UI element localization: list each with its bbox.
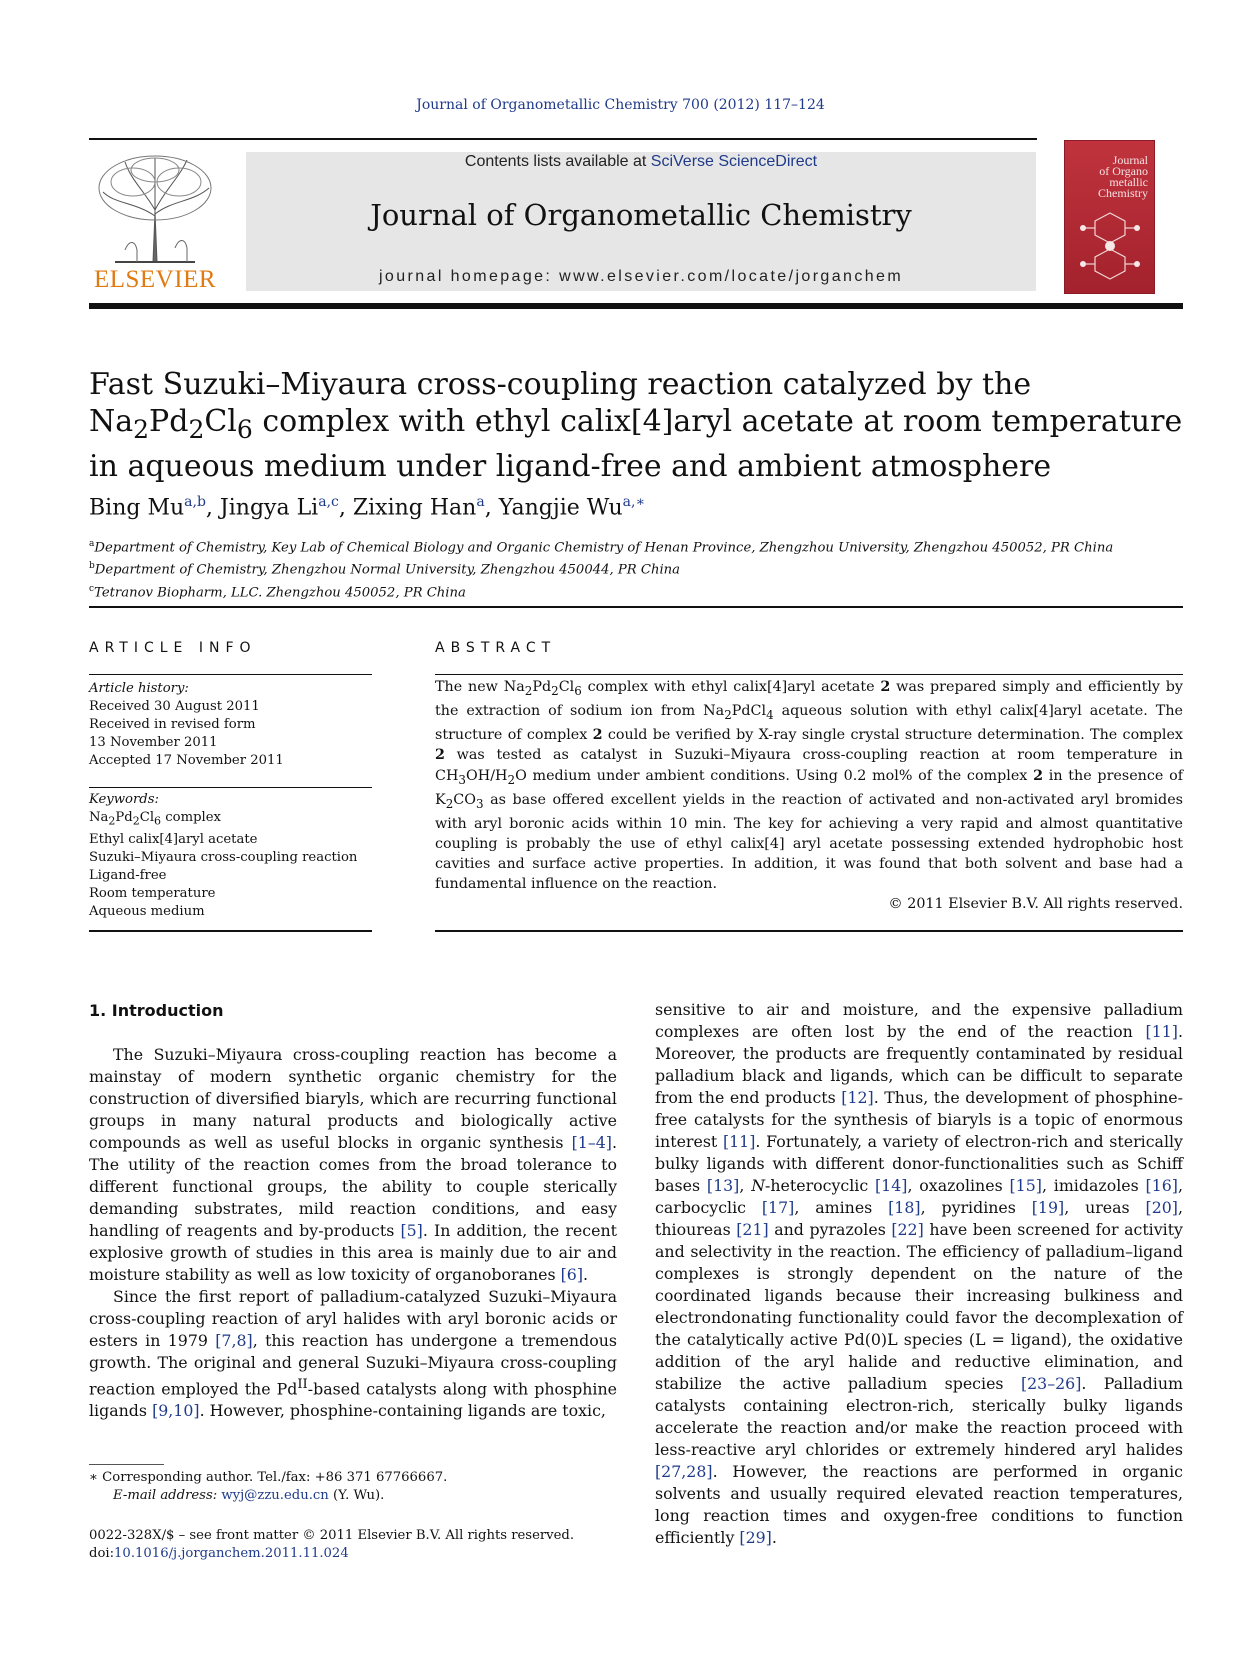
text-run: . Moreover, the products are frequently contaminated by residual palladium black and ligands, which can be difficult to separate from the end products (655, 1022, 1183, 1107)
affiliation (89, 557, 1189, 579)
paragraph (89, 1286, 617, 1422)
text-run: . However, the reactions are performed in organic solvents and usually required elevated reaction temperatures, long reaction times and oxygen-free conditions to function efficiently (655, 1462, 1183, 1547)
paragraph (89, 1044, 617, 1286)
paragraph (655, 999, 1183, 1549)
cover-title (1065, 155, 1154, 199)
footnote-rule (89, 1464, 164, 1465)
abstract-run: PdCl (731, 703, 767, 720)
text-run: , this reaction has undergone a tremendous growth. The original and general Suzuki–Miyaura cross-coupling reaction employed the Pd (89, 1331, 617, 1399)
abstract-run: could be verified by X-ray single crystal structure determination. The complex (602, 727, 1183, 744)
abstract-run: Cl (558, 679, 575, 695)
body-column-right (655, 999, 1183, 1549)
cover-title-line: Journal (1112, 153, 1148, 167)
elsevier-logo[interactable] (89, 150, 221, 296)
keyword: Ligand-free (89, 867, 167, 883)
abstract-subscript: 2 (524, 683, 533, 698)
reference-link[interactable]: [11] (1145, 1022, 1178, 1041)
keyword: Suzuki–Miyaura cross-coupling reaction (89, 849, 358, 865)
section-rule (89, 606, 1183, 608)
reference-link[interactable]: [19] (1031, 1198, 1065, 1217)
italic-text: N (751, 1176, 766, 1195)
article-title (89, 366, 1189, 485)
abstract-rule (435, 930, 1183, 932)
compound-number: 2 (1033, 767, 1044, 784)
text-run: -based catalysts along with phosphine ligands (89, 1379, 617, 1421)
author-affiliation-marker[interactable]: a,c (318, 494, 339, 510)
email-link[interactable]: wyj@zzu.edu.cn (221, 1488, 329, 1503)
reference-link[interactable]: [5] (400, 1221, 423, 1240)
text-run: , oxazolines (907, 1176, 1010, 1195)
keyword-subscript: 2 (108, 814, 116, 828)
reference-link[interactable]: [27,28] (655, 1462, 713, 1481)
history-entry: 13 November 2011 (89, 735, 218, 750)
cover-title-line: of Organo (1099, 164, 1148, 178)
title-text: Fast Suzuki–Miyaura cross-coupling reaction catalyzed by the Na (89, 367, 1032, 439)
text-run: The Suzuki–Miyaura cross-coupling reaction has become a mainstay of modern synthetic organic chemistry for the construction of diversified biaryls, which are recurring functional groups in many natural products and biologically active compounds as well as useful blocks in organic synthesis (89, 1045, 617, 1152)
keyword: Aqueous medium (89, 903, 205, 919)
reference-link[interactable]: [29] (739, 1528, 772, 1547)
text-run: sensitive to air and moisture, and the expensive palladium complexes are often lost by the end of the reaction (655, 1000, 1183, 1041)
footnote-marker: ∗ (89, 1470, 98, 1485)
affiliation (89, 535, 1189, 557)
journal-cover-thumbnail[interactable] (1064, 140, 1155, 294)
author-name[interactable]: Yangjie Wu (498, 495, 623, 521)
reference-link[interactable]: [15] (1009, 1176, 1042, 1195)
text-run: , thioureas (655, 1198, 1183, 1239)
reference-link[interactable]: [20] (1145, 1198, 1178, 1217)
text-run: , pyridines (920, 1198, 1032, 1217)
keywords (89, 791, 372, 921)
contents-line (246, 152, 1036, 171)
reference-link[interactable]: [17] (761, 1198, 795, 1217)
reference-link[interactable]: [18] (888, 1198, 921, 1217)
keyword: Room temperature (89, 885, 216, 901)
abstract-heading: ABSTRACT (435, 640, 557, 656)
text-run: , amines (794, 1198, 889, 1217)
text-run: . However, phosphine-containing ligands are toxic, (199, 1401, 606, 1421)
abstract-run: The new Na (435, 679, 525, 695)
molecule-icon (1075, 203, 1145, 287)
text-run: , imidazoles (1041, 1176, 1146, 1195)
author-name[interactable]: Jingya Li (219, 495, 319, 521)
text-run: . In addition, the recent explosive growth of studies in this area is mainly due to air and moisture stability as well as low toxicity of organoboranes (89, 1221, 617, 1284)
title-subscript: 2 (188, 415, 205, 444)
abstract-copyright: © 2011 Elsevier B.V. All rights reserved. (888, 896, 1183, 913)
reference-link[interactable]: [11] (722, 1132, 756, 1151)
keyword (89, 809, 372, 831)
title-text: Pd (149, 404, 189, 439)
article-info-heading: ARTICLE INFO (89, 640, 257, 656)
author-affiliation-marker[interactable]: a,b (184, 494, 206, 510)
abstract-subscript: 3 (458, 772, 466, 787)
journal-name: Journal of Organometallic Chemistry (370, 198, 912, 232)
abstract-run: in the presence of K (435, 767, 1183, 808)
author-affiliation-marker[interactable]: a (476, 494, 485, 510)
abstract-subscript: 6 (574, 683, 582, 698)
abstract-run: was prepared simply and efficiently by the extraction of sodium ion from Na (435, 679, 1184, 720)
issn-line: 0022-328X/$ – see front matter © 2011 Elsevier B.V. All rights reserved. (89, 1528, 575, 1543)
text-run: . (771, 1528, 777, 1547)
history-entry: Received in revised form (89, 717, 256, 732)
keyword-text: Cl (139, 810, 155, 825)
affiliations (89, 535, 1189, 602)
title-text: Cl (204, 404, 237, 439)
compound-number: 2 (435, 747, 445, 764)
doi-prefix: doi: (89, 1546, 115, 1561)
title-text: complex with ethyl calix[4]aryl acetate at room temperature in aqueous medium under ligand-free and ambient atmosphere (89, 404, 1183, 484)
text-run: , (739, 1176, 752, 1195)
keywords-label: Keywords: (89, 792, 159, 807)
cover-title-line: metallic (1109, 175, 1148, 189)
title-subscript: 6 (236, 415, 253, 444)
abstract-run: was tested as catalyst in Suzuki–Miyaura cross-coupling reaction at room temperature in CH (435, 747, 1183, 784)
compound-number: 2 (880, 679, 891, 695)
affiliation-text: Department of Chemistry, Key Lab of Chemical Biology and Organic Chemistry of Henan Province, Zhengzhou University, Zhengzhou 450052, PR China (94, 540, 1114, 556)
article-history-label: Article history: (89, 681, 189, 696)
text-run: Since the first report of palladium-catalyzed Suzuki–Miyaura cross-coupling reaction of aryl halides with aryl boronic acids or esters in 1979 (89, 1287, 617, 1350)
abstract-run: as base offered excellent yields in the reaction of activated and non-activated aryl bromides with aryl boronic acids within 10 min. The key for achieving a very rapid and almost quantitative coupling is probably the use of ethyl calix[4] aryl acetate possessing extended hydrophobic host cavities and surface active properties. In addition, it was found that both solvent and base had a fundamental influence on the reaction. (435, 791, 1183, 893)
publication-meta (89, 1527, 689, 1563)
text-run: . Thus, the development of phosphine-free catalysts for the synthesis of biaryls is a topic of enormous interest (655, 1088, 1183, 1151)
article-history (89, 680, 372, 770)
footnote-text: Corresponding author. Tel./fax: +86 371 67766667. (97, 1470, 448, 1485)
author-affiliation-marker[interactable]: a,∗ (622, 494, 645, 510)
text-run: , carbocyclic (655, 1176, 1183, 1217)
abstract-subscript: 2 (724, 707, 732, 722)
reference-link[interactable]: [16] (1145, 1176, 1178, 1195)
contents-prefix: Contents lists available at (464, 153, 651, 170)
keyword-subscript: 2 (132, 814, 140, 828)
corresponding-author-footnote (89, 1469, 617, 1505)
keyword-text: Pd (115, 810, 133, 825)
history-entry: Received 30 August 2011 (89, 699, 260, 714)
abstract-subscript: 2 (507, 772, 516, 787)
superscript: II (297, 1377, 308, 1392)
title-subscript: 2 (133, 415, 150, 444)
header-rule (89, 138, 1037, 140)
section-heading-introduction: 1. Introduction (89, 1001, 224, 1020)
reference-link[interactable]: [12] (841, 1088, 874, 1107)
text-run: . Fortunately, a variety of electron-rich and sterically bulky ligands with different donor-functionalities such as Schiff bases (655, 1132, 1183, 1195)
reference-link[interactable]: [21] (736, 1220, 769, 1239)
text-run: . (583, 1265, 589, 1284)
article-info-rule (89, 930, 372, 932)
elsevier-tree-icon (95, 152, 215, 264)
article-info-rule (89, 787, 372, 788)
affiliation-text: Tetranov Biopharm, LLC. Zhengzhou 450052, PR China (94, 585, 466, 601)
text-run: . The utility of the reaction comes from the broad tolerance to different functional groups, the ability to couple sterically demanding substrates, mild reaction conditions, and easy handling of reagents and by-products (89, 1133, 617, 1240)
abstract-subscript: 2 (551, 683, 559, 698)
affiliation-key: b (89, 561, 95, 572)
abstract-rule (435, 674, 1183, 675)
body-column-left (89, 1044, 617, 1422)
compound-number: 2 (592, 727, 603, 744)
reference-link[interactable]: [6] (560, 1265, 584, 1284)
abstract-subscript: 2 (445, 796, 454, 811)
abstract-run: complex with ethyl calix[4]aryl acetate (581, 679, 881, 695)
affiliation-key: c (89, 583, 95, 594)
text-run: -heterocyclic (765, 1176, 876, 1195)
author-list: Bing Mu$^{a,b}$, Jingya Li$^{a,c}$, Zixing Han$^a$, Yangjie $Wu^{a,∗}$ (89, 494, 645, 521)
doi-link[interactable]: 10.1016/j.jorganchem.2011.11.024 (114, 1546, 349, 1561)
abstract-run: O medium under ambient conditions. Using 0.2 mol% of the complex (515, 767, 1034, 784)
abstract-run: OH/H (466, 767, 508, 784)
reference-link[interactable]: [1–4] (571, 1133, 612, 1152)
text-run: and pyrazoles (768, 1220, 892, 1239)
text-run: , ureas (1064, 1198, 1146, 1217)
journal-banner (246, 152, 1036, 291)
email-label: E-mail address: (113, 1488, 222, 1503)
abstract-subscript: 4 (766, 707, 774, 722)
sciencedirect-link[interactable]: SciVerse ScienceDirect (650, 153, 818, 170)
article-info-rule (89, 674, 372, 675)
reference-link[interactable]: [14] (875, 1176, 908, 1195)
keyword: Ethyl calix[4]aryl acetate (89, 831, 258, 847)
elsevier-wordmark: ELSEVIER (93, 266, 217, 293)
keyword-text: complex (161, 810, 221, 825)
abstract-run: aqueous solution with ethyl calix[4]aryl acetate. The structure of complex (435, 703, 1183, 744)
text-run: have been screened for activity and selectivity in the reaction. The efficiency of palladium–ligand complexes is strongly dependent on the nature of the coordinated ligands because their increasing bulkiness and electrondonating functionality could favor the decomplexation of the catalytically active Pd(0)L species (L = ligand), the oxidative addition of the aryl halide and reductive elimination, and stabilize the active palladium species (655, 1220, 1183, 1393)
keyword-text: Na (89, 810, 109, 825)
reference-link[interactable]: [7,8] (215, 1331, 253, 1350)
affiliation-text: Department of Chemistry, Zhengzhou Normal University, Zhengzhou 450044, PR China (94, 562, 681, 578)
history-entry: Accepted 17 November 2011 (89, 753, 284, 768)
abstract-run: CO (453, 791, 476, 808)
reference-link[interactable]: [23–26] (1020, 1374, 1082, 1393)
keyword-subscript: 6 (154, 814, 162, 828)
abstract-text (435, 677, 1183, 915)
reference-link[interactable]: [13] (706, 1176, 740, 1195)
affiliation (89, 580, 1189, 602)
reference-link[interactable]: [22] (891, 1220, 924, 1239)
cover-title-line: Chemistry (1098, 186, 1148, 200)
abstract-run: Pd (532, 679, 552, 695)
affiliation-key: a (89, 539, 95, 549)
header-thick-rule (89, 303, 1183, 309)
abstract-subscript: 3 (475, 796, 484, 811)
text-run: . Palladium catalysts containing electron-rich, sterically bulky ligands accelerate the reaction and/or make the reaction proceed with less-reactive aryl chlorides or extremely hindered aryl halides (655, 1374, 1183, 1459)
reference-link[interactable]: [9,10] (152, 1401, 200, 1421)
journal-citation[interactable]: Journal of Organometallic Chemistry 700 (2012) 117–124 (416, 97, 825, 113)
journal-homepage-link[interactable]: journal homepage: www.elsevier.com/locate/jorganchem (378, 268, 904, 285)
footnote-text: (Y. Wu). (328, 1488, 385, 1503)
author-name[interactable]: Bing Mu (89, 495, 185, 521)
author-name[interactable]: Zixing Han (352, 495, 477, 521)
